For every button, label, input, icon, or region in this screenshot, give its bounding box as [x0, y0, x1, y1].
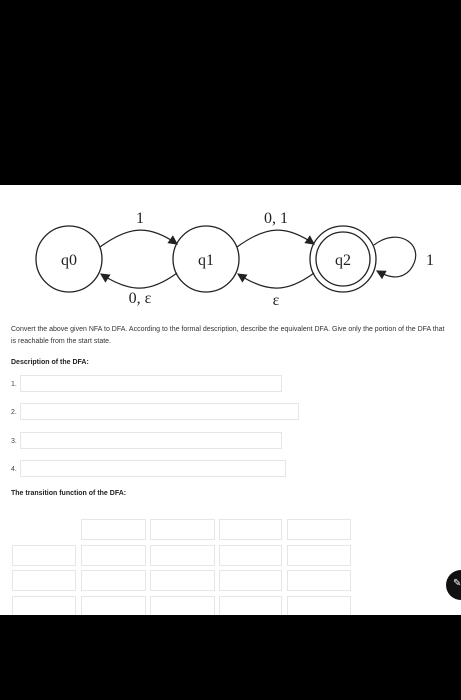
edge-label-q2-q1: ε	[272, 292, 280, 309]
transition-table-cell[interactable]	[219, 545, 282, 566]
description-row-4-number: 4.	[11, 466, 17, 473]
description-answer-2[interactable]	[20, 403, 299, 420]
edge-q0-q1	[100, 230, 177, 247]
transition-table-cell[interactable]	[12, 596, 76, 615]
top-black-area	[0, 0, 461, 185]
transition-table-cell[interactable]	[81, 519, 146, 540]
transition-table-cell[interactable]	[12, 545, 76, 566]
transition-table-cell[interactable]	[150, 545, 215, 566]
edge-q1-q2	[237, 230, 314, 247]
description-row-2-number: 2.	[11, 409, 17, 416]
edge-label-q2-self: 1	[426, 252, 434, 269]
transition-table-cell[interactable]	[287, 570, 351, 591]
edge-q2-self-loop	[374, 237, 416, 277]
edge-label-q1-q2: 0, 1	[264, 210, 288, 227]
edge-q2-q1	[238, 273, 314, 288]
transition-table-cell[interactable]	[219, 519, 282, 540]
question-content	[0, 185, 461, 615]
state-q0-label: q0	[61, 252, 77, 269]
bottom-black-area	[0, 615, 461, 700]
transition-table-cell[interactable]	[287, 545, 351, 566]
transition-table-cell[interactable]	[81, 545, 146, 566]
transition-table-cell[interactable]	[219, 570, 282, 591]
description-answer-4[interactable]	[20, 460, 286, 477]
pencil-icon: ✎	[453, 578, 461, 589]
transition-table-cell[interactable]	[287, 519, 351, 540]
edge-q1-q0	[101, 273, 177, 288]
transition-table-cell[interactable]	[150, 570, 215, 591]
question-text: Convert the above given NFA to DFA. According to the formal description, describe the equivalent DFA. Give only the portion of the DFA that is reachable from the start state.	[11, 326, 445, 345]
transition-table-cell[interactable]	[219, 596, 282, 615]
edge-label-q0-q1: 1	[136, 210, 144, 227]
description-row-1-number: 1.	[11, 381, 17, 388]
nfa-diagram	[0, 185, 461, 315]
edge-label-q1-q0: 0, ε	[128, 290, 152, 307]
description-heading: Description of the DFA:	[11, 359, 89, 366]
transition-heading: The transition function of the DFA:	[11, 490, 127, 497]
transition-table-cell[interactable]	[287, 596, 351, 615]
description-row-3-number: 3.	[11, 438, 17, 445]
description-answer-3[interactable]	[20, 432, 282, 449]
description-answer-1[interactable]	[20, 375, 282, 392]
transition-table-cell[interactable]	[81, 570, 146, 591]
state-q1-label: q1	[198, 252, 214, 269]
state-q2-label: q2	[335, 252, 351, 269]
edit-fab-button[interactable]	[446, 570, 461, 600]
transition-table-cell[interactable]	[81, 596, 146, 615]
transition-table-cell[interactable]	[12, 570, 76, 591]
transition-table-cell[interactable]	[150, 519, 215, 540]
transition-table-cell[interactable]	[150, 596, 215, 615]
